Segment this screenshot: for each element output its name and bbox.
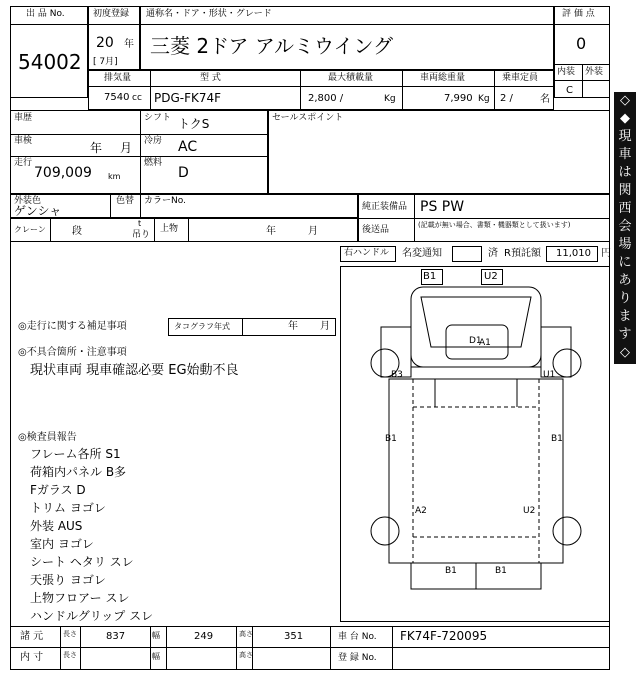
crane-ton: t [138, 219, 142, 228]
mileage-value: 709,009 [34, 165, 92, 181]
damage-label: U2 [523, 506, 536, 516]
upper-year: 年 [266, 226, 276, 237]
side-banner-char: 場 [618, 237, 632, 252]
side-banner-char: は [618, 165, 632, 180]
rating-value: 0 [576, 34, 587, 53]
capacity-label: 乗車定員 [502, 73, 539, 83]
side-banner-char: 西 [618, 201, 632, 216]
exterior-label: 外装 [585, 67, 604, 77]
footer-table [10, 626, 610, 670]
interior-grade: C [566, 85, 573, 96]
damage-label: B1 [445, 566, 457, 576]
side-banner-char: あ [618, 273, 632, 288]
reg-label: 登 録 No. [338, 653, 377, 663]
recycle-unit: 円 [601, 248, 611, 259]
recycle-label: R預託額 [504, 248, 541, 259]
capacity: 2 / [500, 93, 513, 104]
height-label: 高さ [239, 630, 253, 638]
inspector-item: シート ヘタリ スレ [30, 555, 134, 569]
sales-point-label: セールスポイント [272, 113, 344, 123]
details-block [10, 110, 268, 194]
tacho-label: タコグラフ年式 [174, 322, 230, 331]
rating-label: 評 価 点 [562, 9, 595, 19]
side-banner-char: ま [618, 309, 632, 324]
upper-label: 上物 [160, 224, 179, 234]
fuel-value: D [178, 165, 189, 181]
color-no-label: カラーNo. [144, 196, 186, 206]
inspector-item: 天張り ヨゴレ [30, 573, 106, 587]
inspection-label: 車検 [14, 136, 33, 146]
type-value: PDG-FK74F [154, 91, 222, 105]
running-notes-title: ◎走行に関する補足事項 [18, 321, 127, 332]
ext-color-label: 外装色 [14, 196, 42, 206]
side-banner-char: ◇ [620, 93, 630, 108]
color-change-label: 色替 [116, 196, 135, 206]
interior-label: 内装 [557, 67, 576, 77]
max-load-label: 最大積載量 [328, 73, 374, 83]
defects-text: 現状車両 現車確認必要 EG始動不良 [30, 363, 239, 378]
first-reg-month: [ 7月] [93, 57, 118, 67]
cooling-value: AC [178, 139, 198, 155]
side-banner [614, 92, 636, 364]
mileage-unit: km [108, 172, 121, 181]
chassis-label: 車 台 No. [338, 632, 377, 642]
length-value: 837 [106, 631, 126, 642]
mileage-label: 走行 [14, 158, 33, 168]
side-banner-char: り [618, 291, 632, 306]
chassis-value: FK74F-720095 [400, 629, 488, 643]
name-change-label: 名変通知 [402, 248, 442, 259]
inspector-title: ◎検査員報告 [18, 432, 77, 443]
side-banner-char: 関 [618, 183, 632, 198]
capacity-unit: 名 [540, 94, 550, 105]
side-banner-char: 車 [618, 147, 632, 162]
name-change-box [452, 246, 482, 262]
crane-row [10, 218, 358, 242]
gross-weight: 7,990 [444, 93, 473, 104]
side-banner-char: ◇ [620, 345, 630, 360]
displacement: 7540 [104, 92, 130, 103]
inspector-item: 室内 ヨゴレ [30, 537, 94, 551]
damage-label: B3 [391, 370, 403, 380]
cooling-label: 冷房 [144, 136, 163, 146]
history-label: 車歴 [14, 113, 33, 123]
first-reg-year: 20 [96, 35, 114, 51]
inspector-item: 上物フロアー スレ [30, 591, 130, 605]
displacement-unit: cc [132, 93, 142, 103]
crane-label: クレーン [14, 225, 46, 234]
first-reg-year-unit: 年 [124, 39, 134, 50]
inner-length-label: 長さ [63, 651, 77, 659]
damage-label: B1 [385, 434, 397, 444]
inspector-item: 外装 AUS [30, 519, 83, 533]
type-label: 型 式 [200, 73, 221, 83]
inspector-item: ハンドルグリップ スレ [30, 609, 154, 623]
side-banner-char: ◆ [620, 111, 630, 126]
model-name: 三菱 2ドア アルミウイング [150, 34, 394, 58]
inspector-item: フレーム各所 S1 [30, 447, 121, 461]
damage-label: B1 [423, 271, 437, 282]
ext-color-value: ゲンシャ [14, 204, 62, 218]
gross-weight-label: 車両総重量 [420, 73, 466, 83]
damage-label: D1 [469, 336, 482, 346]
defects-title: ◎不具合箇所・注意事項 [18, 347, 127, 358]
displacement-label: 排気量 [104, 73, 132, 83]
width-label: 幅 [152, 631, 160, 640]
upper-month: 月 [308, 226, 318, 237]
width-value: 249 [194, 631, 214, 642]
truck-outline-icon [341, 267, 611, 623]
max-load: 2,800 / [308, 93, 344, 104]
damage-label: A1 [479, 338, 491, 348]
damage-label: B1 [551, 434, 563, 444]
inner-width-label: 幅 [152, 652, 160, 661]
gross-weight-unit: Kg [478, 94, 490, 104]
first-reg-label: 初度登録 [93, 9, 130, 19]
tacho-year: 年 [288, 321, 298, 332]
damage-label: A2 [415, 506, 427, 516]
inner-dims-label: 内 寸 [20, 652, 44, 663]
tacho-month: 月 [320, 321, 330, 332]
retrofit-label: 後送品 [362, 225, 390, 235]
length-label: 長さ [63, 630, 77, 638]
model-name-label: 通称名・ドア・形状・グレード [146, 9, 272, 19]
inspector-item: トリム ヨゴレ [30, 501, 106, 515]
side-banner-char: 会 [618, 219, 632, 234]
shift-value: トクS [178, 117, 210, 131]
lot-no-label: 出 品 No. [26, 9, 65, 19]
side-banner-char: す [618, 327, 632, 342]
retrofit-note: (記載が無い場合、書類・機器類として扱います) [418, 221, 571, 229]
handle-value: 右ハンドル [344, 248, 390, 258]
equipment-label: 純正装備品 [362, 202, 408, 212]
side-banner-char: 現 [618, 129, 632, 144]
vehicle-diagram [340, 266, 610, 622]
damage-label: B1 [495, 566, 507, 576]
dims-label: 諸 元 [20, 631, 44, 642]
damage-label: U1 [543, 370, 556, 380]
damage-label: U2 [484, 271, 498, 282]
equipment-value: PS PW [420, 199, 465, 215]
inspection-year: 年 [90, 141, 103, 155]
crane-steps: 段 [72, 226, 82, 237]
lot-no: 54002 [18, 50, 82, 74]
inspector-item: 荷箱内パネル B多 [30, 465, 127, 479]
inspection-month: 月 [120, 141, 133, 155]
side-banner-char: に [618, 255, 632, 270]
crane-hanging: 吊り [132, 230, 151, 240]
shift-label: シフト [144, 113, 172, 123]
height-value: 351 [284, 631, 304, 642]
fuel-label: 燃料 [144, 158, 163, 168]
recycle-mark: 済 [488, 248, 498, 259]
inner-height-label: 高さ [239, 651, 253, 659]
inspector-item: Fガラス D [30, 483, 86, 497]
recycle-amount: 11,010 [556, 248, 591, 259]
max-load-unit: Kg [384, 94, 396, 104]
